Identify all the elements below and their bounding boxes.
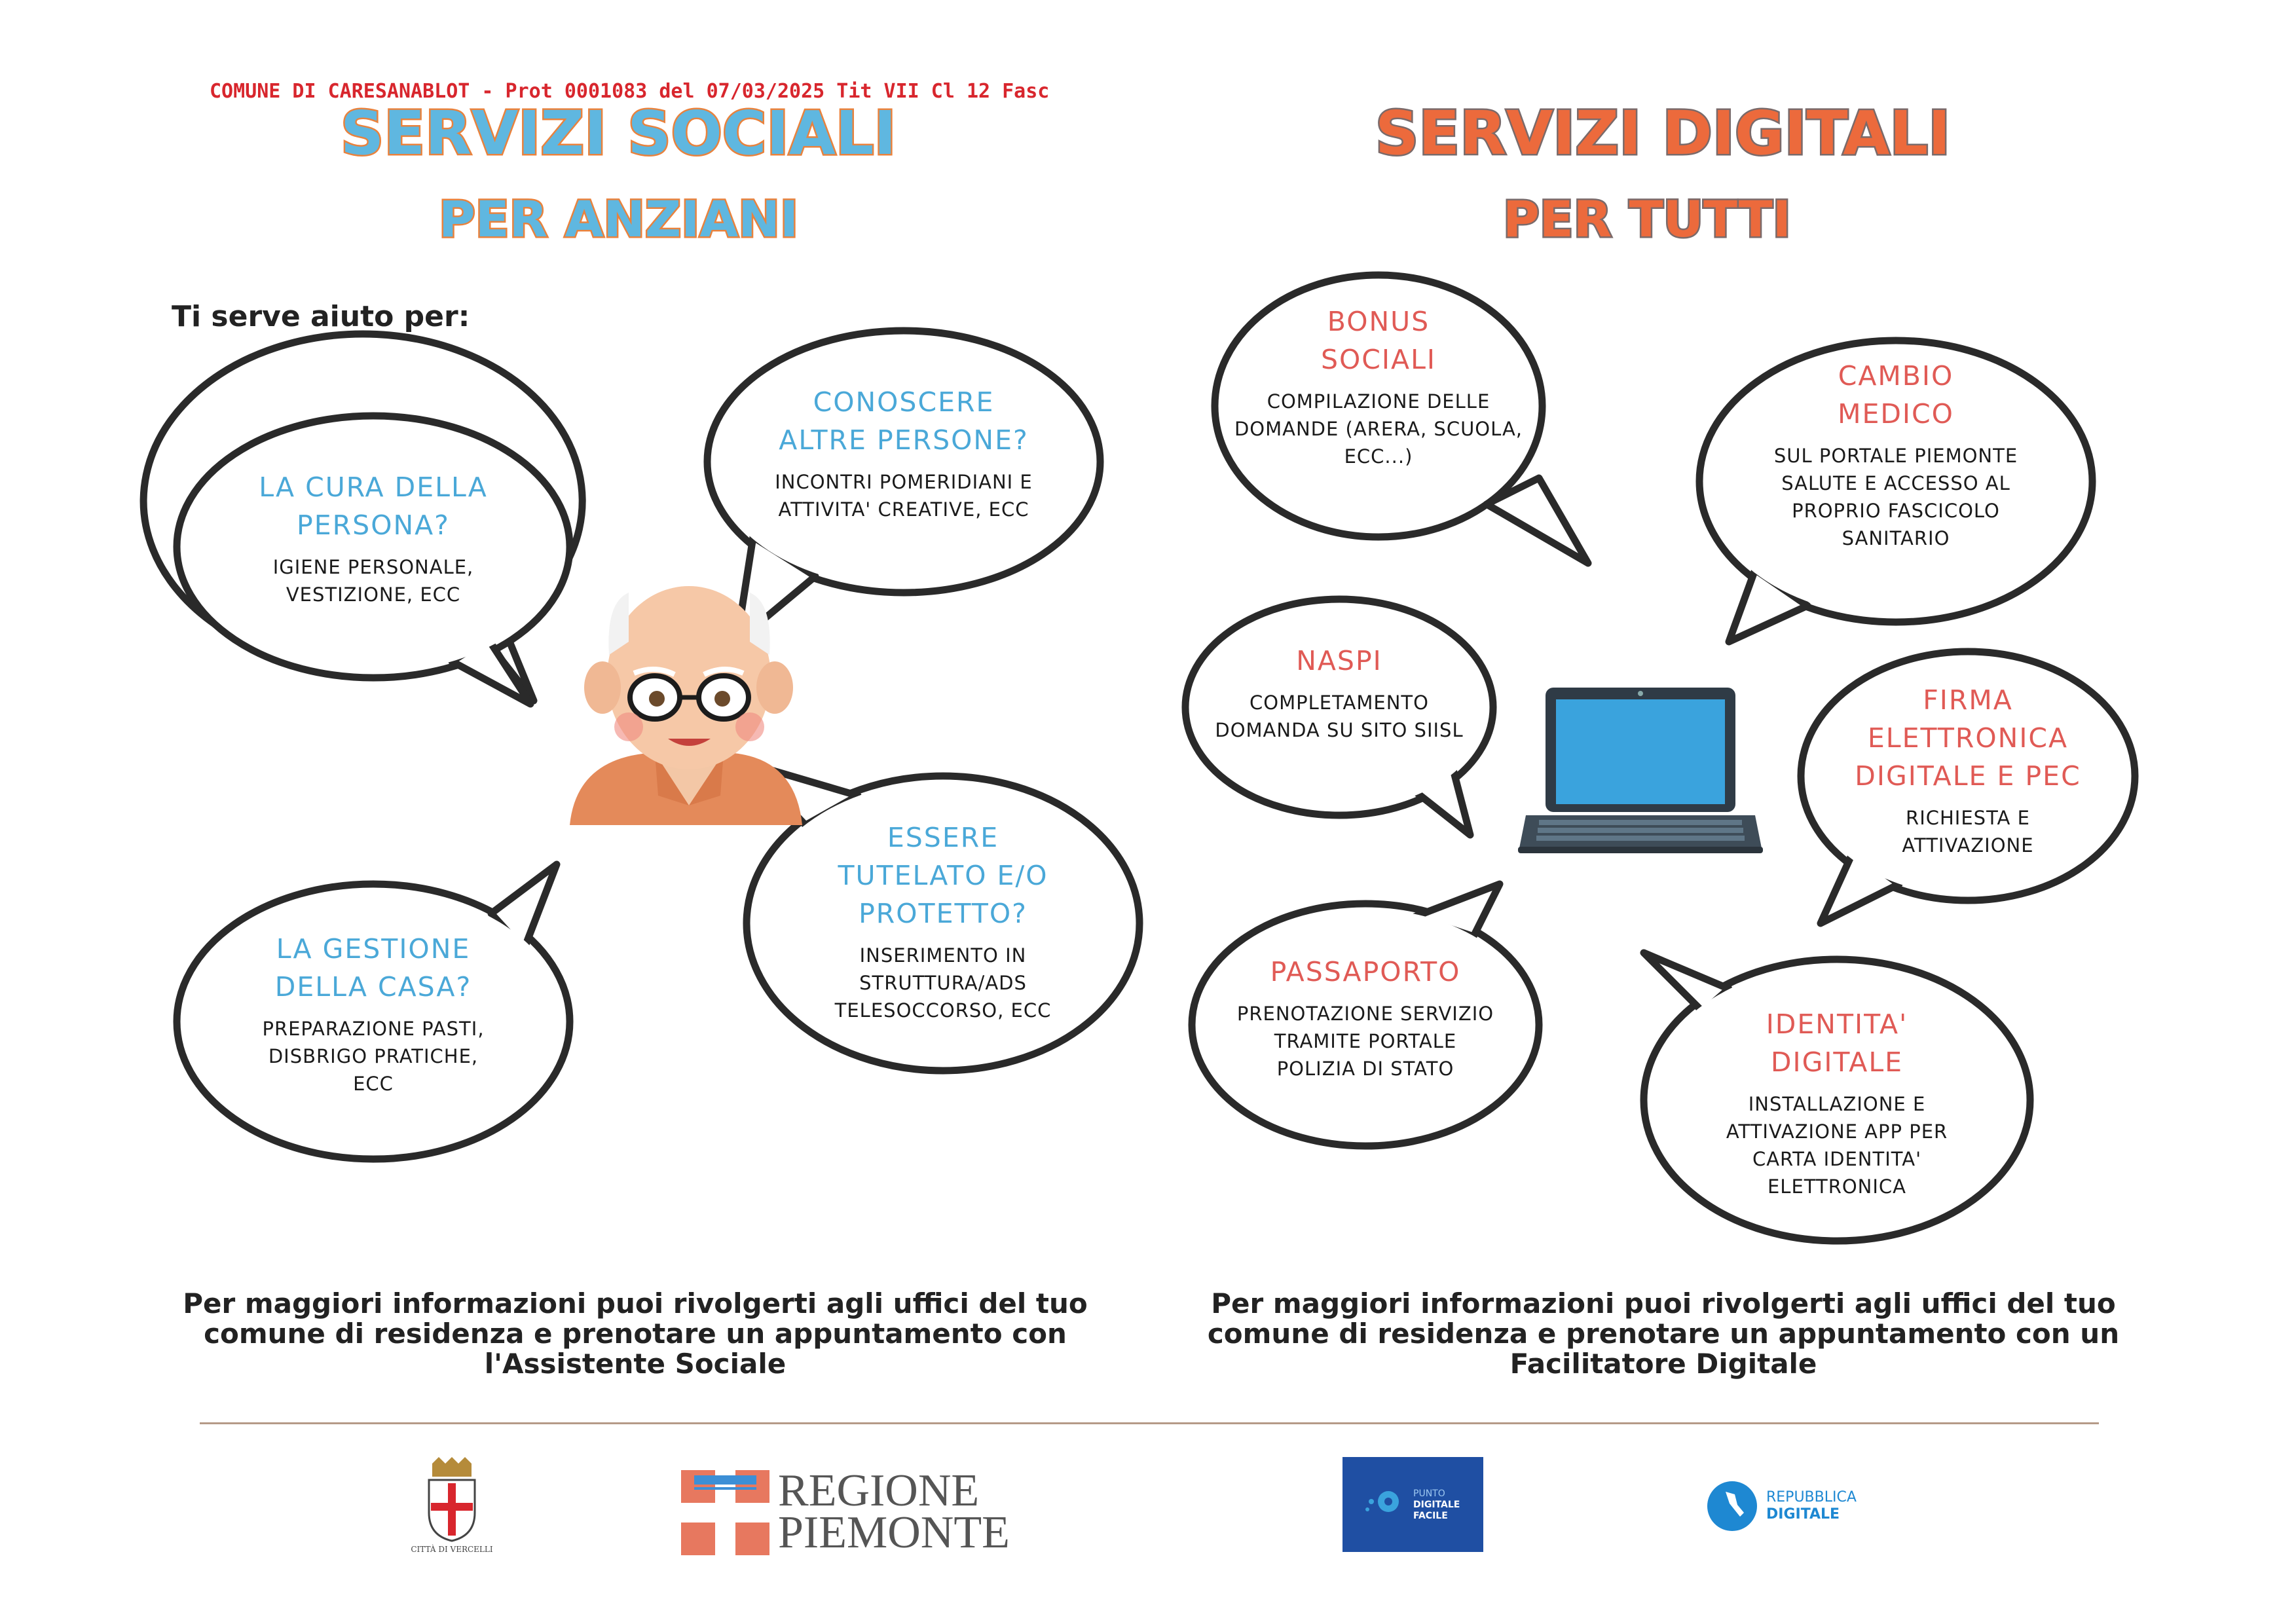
left-footer: [177, 1289, 1094, 1379]
bubble-body-line: PROPRIO FASCICOLO: [1792, 500, 2000, 522]
bubble-body-line: PREPARAZIONE PASTI,: [262, 1018, 485, 1040]
italy-circle-icon: [1706, 1480, 1758, 1532]
bubble-title-line: IDENTITA': [1766, 1008, 1908, 1040]
right-footer: [1198, 1289, 2128, 1379]
bubble-body-line: VESTIZIONE, ECC: [286, 583, 461, 606]
location-pin-icon: [1363, 1488, 1403, 1521]
right-title: SERVIZI DIGITALI: [1375, 98, 1951, 168]
bubble-body-line: ATTIVAZIONE APP PER: [1726, 1120, 1948, 1143]
bubble-title-line: DIGITALE E PEC: [1855, 760, 2081, 792]
bubble-body-line: ELETTRONICA: [1767, 1175, 1907, 1198]
bubble-title-line: PROTETTO?: [859, 898, 1028, 929]
regione-flag-icon: [681, 1470, 769, 1555]
bubble-tutelato-text: [779, 819, 1107, 1024]
bubble-title-line: LA GESTIONE: [276, 933, 471, 965]
bubble-title-line: PERSONA?: [297, 509, 450, 541]
bubble-title-line: MEDICO: [1838, 398, 1954, 430]
protocol-stamp: COMUNE DI CARESANABLOT - Prot 0001083 del 07/03/2025 Tit VII Cl 12 Fasc: [210, 80, 1050, 103]
bubble-title-line: CONOSCERE: [813, 386, 995, 418]
bubble-passaporto-text: [1215, 953, 1516, 1082]
intro-text: Ti serve aiuto per:: [172, 300, 470, 333]
bubble-body-line: ATTIVITA' CREATIVE, ECC: [778, 498, 1029, 521]
bubble-body-line: ECC: [353, 1073, 394, 1095]
bubble-body-line: CARTA IDENTITA': [1752, 1148, 1922, 1170]
regione-piemonte-logo: [681, 1466, 1010, 1558]
bubble-cambio-text: [1732, 357, 2060, 552]
bubble-title-line: NASPI: [1296, 645, 1382, 676]
bubble-identita-text: [1673, 1005, 2001, 1200]
bubble-body-line: POLIZIA DI STATO: [1276, 1058, 1454, 1080]
rd-line: REPUBBLICA: [1766, 1489, 1857, 1505]
bubble-cura-text: [210, 468, 537, 608]
right-subtitle: PER TUTTI: [1503, 190, 1791, 248]
footer-line: Per maggiori informazioni puoi rivolgerti agli uffici del tuo: [1211, 1287, 2116, 1320]
bubble-body-line: RICHIESTA E: [1906, 807, 2030, 829]
bubble-title-line: BONUS: [1327, 306, 1430, 337]
footer-line: comune di residenza e prenotare un appuntamento con: [204, 1318, 1067, 1350]
bubble-casa-text: [210, 930, 537, 1098]
bubble-title-line: LA CURA DELLA: [259, 471, 488, 503]
bubble-title-line: FIRMA: [1923, 684, 2013, 716]
rd-line: DIGITALE: [1766, 1506, 1840, 1522]
vercelli-caption: CITTÀ DI VERCELLI: [411, 1545, 493, 1554]
bubble-body-line: PRENOTAZIONE SERVIZIO: [1236, 1003, 1494, 1025]
vercelli-crest-icon: [419, 1457, 485, 1542]
bubble-body-line: STRUTTURA/ADS: [859, 972, 1027, 994]
bubble-bonus-text: [1228, 303, 1529, 470]
bubble-title-line: CAMBIO: [1838, 360, 1954, 392]
vercelli-logo: [406, 1457, 498, 1554]
bubble-body-line: ATTIVAZIONE: [1902, 834, 2034, 857]
bubble-body-line: SUL PORTALE PIEMONTE: [1773, 445, 2018, 467]
footer-line: Facilitatore Digitale: [1509, 1348, 1817, 1380]
bubble-firma-text: [1821, 681, 2115, 859]
bubble-body-line: INSTALLAZIONE E: [1748, 1093, 1926, 1115]
bubble-body-line: SANITARIO: [1842, 527, 1950, 549]
repubblica-digitale-logo: [1706, 1480, 1902, 1532]
piemonte-line: PIEMONTE: [778, 1507, 1010, 1558]
bubble-title-line: DELLA CASA?: [274, 971, 472, 1003]
bubble-body-line: INCONTRI POMERIDIANI E: [775, 471, 1033, 493]
bubble-body-line: TRAMITE PORTALE: [1274, 1030, 1457, 1052]
bubble-title-line: PASSAPORTO: [1270, 956, 1461, 987]
punto-digitale-facile-logo: [1342, 1457, 1483, 1552]
bubble-conoscere-text: [740, 383, 1067, 523]
bubble-body-line: COMPILAZIONE DELLE: [1267, 390, 1491, 413]
left-title: SERVIZI SOCIALI: [341, 98, 897, 168]
footer-divider: [200, 1422, 2099, 1424]
bubble-body-line: IGIENE PERSONALE,: [272, 556, 474, 578]
bubble-body-line: TELESOCCORSO, ECC: [834, 999, 1052, 1022]
footer-line: l'Assistente Sociale: [484, 1348, 787, 1380]
bubble-body-line: INSERIMENTO IN: [859, 944, 1027, 967]
bubble-body-line: SALUTE E ACCESSO AL: [1781, 472, 2010, 494]
bubble-body-line: DISBRIGO PRATICHE,: [268, 1045, 479, 1067]
bubble-title-line: TUTELATO E/O: [838, 860, 1048, 891]
elderly-man-icon: [570, 586, 802, 825]
bubble-title-line: ELETTRONICA: [1867, 722, 2069, 754]
laptop-icon: [1518, 688, 1763, 853]
bubble-body-line: ECC...): [1344, 445, 1413, 468]
bubble-body-line: DOMANDE (ARERA, SCUOLA,: [1234, 418, 1523, 440]
bubble-naspi-text: [1195, 642, 1483, 744]
pdf-line: DIGITALE: [1413, 1500, 1460, 1510]
bubble-body-line: COMPLETAMENTO: [1250, 692, 1429, 714]
footer-line: Per maggiori informazioni puoi rivolgerti agli uffici del tuo: [183, 1287, 1088, 1320]
regione-line: REGIONE: [778, 1466, 980, 1516]
left-subtitle: PER ANZIANI: [439, 190, 799, 248]
bubble-title-line: SOCIALI: [1321, 344, 1436, 375]
bubble-body-line: DOMANDA SU SITO SIISL: [1215, 719, 1464, 741]
footer-line: comune di residenza e prenotare un appuntamento con un: [1207, 1318, 2120, 1350]
bubble-title-line: ESSERE: [887, 822, 999, 853]
bubble-title-line: DIGITALE: [1770, 1046, 1904, 1078]
pdf-line: PUNTO: [1413, 1488, 1445, 1499]
pdf-line: FACILE: [1413, 1511, 1448, 1521]
bubble-title-line: ALTRE PERSONE?: [779, 424, 1029, 456]
